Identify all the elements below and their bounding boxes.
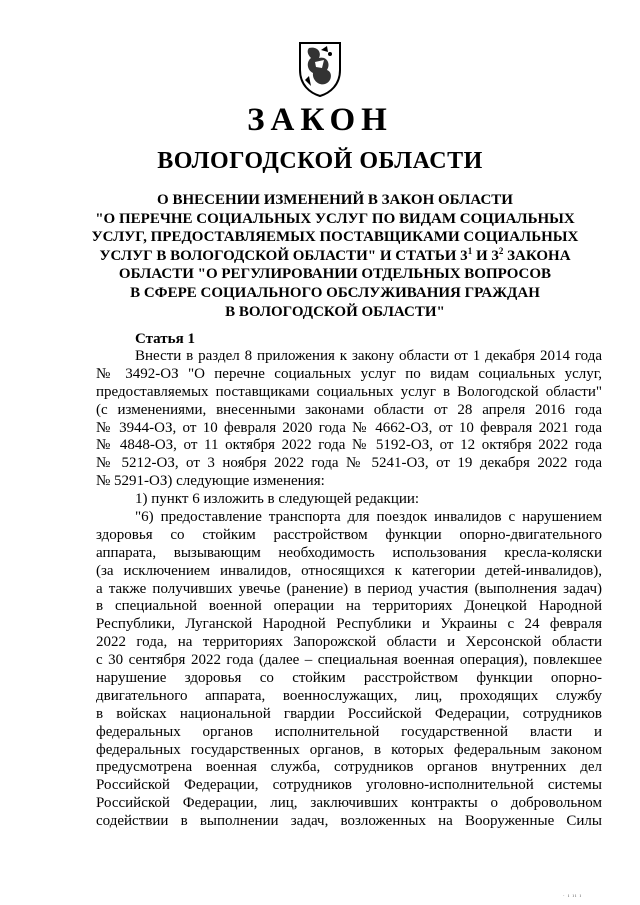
body-line: Республики, Луганской Народной Республики и Украины с 24 февраля (96, 616, 602, 633)
body-line: (с изменениями, внесенными законами области от 28 апреля 2016 года (96, 401, 602, 418)
heading-line-part: УСЛУГ В ВОЛОГОДСКОЙ ОБЛАСТИ" И СТАТЬИ 3 (99, 247, 468, 264)
superscript: 2 (498, 245, 504, 256)
heading-line: ОБЛАСТИ "О РЕГУЛИРОВАНИИ ОТДЕЛЬНЫХ ВОПРОСОВ (118, 266, 552, 283)
heading-line: В СФЕРЕ СОЦИАЛЬНОГО ОБСЛУЖИВАНИЯ ГРАЖДАН (130, 284, 540, 301)
body-line: "6) предоставление транспорта для поездок инвалидов с нарушением (135, 509, 602, 526)
heading-line-part: И 3 (472, 247, 499, 264)
document-subtitle: ВОЛОГОДСКОЙ ОБЛАСТИ (157, 148, 483, 174)
body-line: аппарата, вызывающим необходимость использования кресла-коляски (96, 544, 602, 561)
coat-of-arms-emblem (297, 40, 343, 98)
body-line: федеральных государственных органов, в которых федеральным законом (96, 741, 602, 758)
article-title: Статья 1 (135, 331, 195, 347)
body-line: двигательного аппарата, военнослужащих, лиц, проходящих службу (96, 687, 602, 704)
heading-line: О ВНЕСЕНИИ ИЗМЕНЕНИЙ В ЗАКОН ОБЛАСТИ (157, 192, 513, 208)
heading-line: УСЛУГ, ПРЕДОСТАВЛЯЕМЫХ ПОСТАВЩИКАМИ СОЦИАЛЬНЫХ (91, 229, 579, 246)
body-line: предусмотрена военная служба, сотрудников органов внутренних дел (96, 759, 602, 776)
body-line: федеральных органов исполнительной государственной власти и (96, 723, 602, 740)
body-line: 1) пункт 6 изложить в следующей редакции: (135, 491, 420, 508)
body-line: № 5212-ОЗ, от 3 ноября 2022 года № 5241-ОЗ, от 19 декабря 2022 года (96, 455, 602, 472)
body-line: № 3492-ОЗ "О перечне социальных услуг по видам социальных услуг, (96, 365, 602, 382)
body-line: предоставляемых поставщиками социальных услуг в Вологодской области" (96, 383, 602, 400)
law-heading (70, 191, 600, 321)
body-line: Российской Федерации, лиц, заключивших контракты о добровольном (96, 795, 602, 812)
body-line: в войсках национальной гвардии Российской Федерации, сотрудников (96, 705, 602, 722)
heading-line (70, 247, 600, 266)
superscript: 1 (467, 245, 473, 256)
body-line: (за исключением инвалидов, относящихся к категории детей-инвалидов), (96, 562, 602, 579)
body-line: № 3944-ОЗ, от 10 февраля 2020 года № 4662-ОЗ, от 10 февраля 2021 года (96, 419, 602, 436)
body-line: № 4848-ОЗ, от 11 октября 2022 года № 5192-ОЗ, от 12 октября 2022 года (96, 437, 602, 454)
body-line: Внести в раздел 8 приложения к закону области от 1 декабря 2014 года (135, 348, 602, 364)
body-line: № 5291-ОЗ) следующие изменения: (96, 473, 325, 490)
heading-line: "О ПЕРЕЧНЕ СОЦИАЛЬНЫХ УСЛУГ ПО ВИДАМ СОЦИАЛЬНЫХ (95, 210, 575, 227)
footer-mark: · ı ıı ı (563, 894, 582, 899)
body-line: Российской Федерации, сотрудников уголовно-исполнительной системы (96, 777, 602, 794)
document-title: ЗАКОН (247, 102, 393, 138)
body-line: в специальной военной операции на территориях Донецкой Народной (96, 598, 602, 615)
body-line: здоровья со стойким расстройством функции опорно-двигательного (96, 526, 602, 543)
article-body (96, 348, 602, 831)
shield-icon (297, 40, 343, 98)
body-line: с 30 сентября 2022 года (далее – специальная военная операция), повлекшее (96, 652, 602, 669)
body-line: нарушение здоровья со стойким расстройством функции опорно- (96, 670, 602, 687)
body-line: 2022 года, на территориях Запорожской области и Херсонской области (96, 634, 602, 651)
body-line: содействии в выполнении задач, возложенных на Вооруженные Силы (96, 813, 602, 830)
heading-line-part: ЗАКОНА (503, 247, 571, 264)
heading-line: В ВОЛОГОДСКОЙ ОБЛАСТИ" (225, 303, 445, 320)
body-line: а также получивших увечье (ранение) в период участия (выполнения задач) (96, 580, 602, 597)
